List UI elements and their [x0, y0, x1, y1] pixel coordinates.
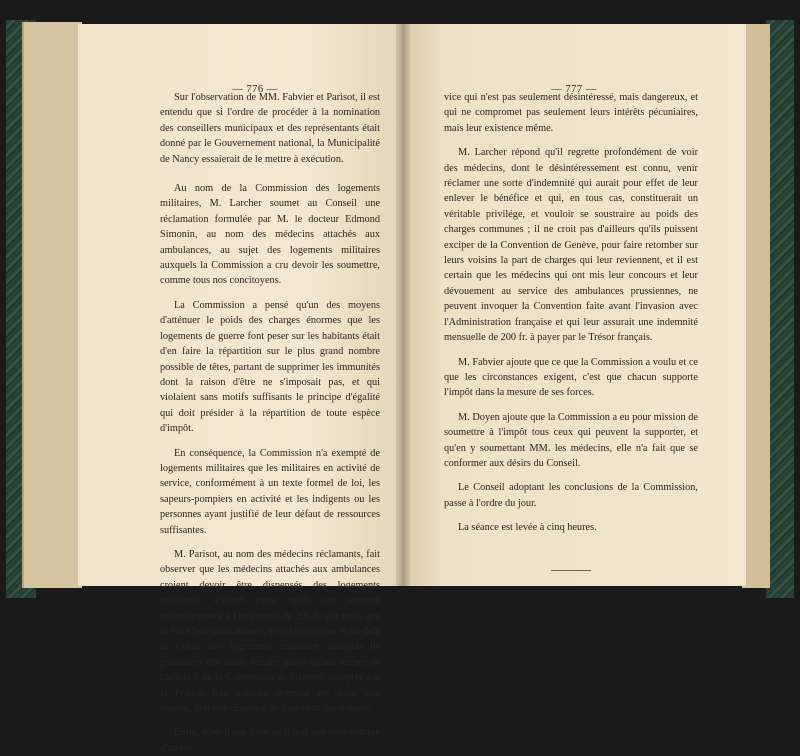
- paragraph: En conséquence, la Commission n'a exempté de logements militaires que les militaires en activité de service, conformément à un texte formel de loi, les sapeurs-pompiers en activité et les indigents ou les personnes ayant justifié de leur défaut de ressources suffisantes.: [160, 447, 380, 536]
- paragraph: Le Conseil adoptant les conclusions de la Commission, passe à l'ordre du jour.: [444, 482, 698, 509]
- left-page: [78, 24, 402, 754]
- page-edges-left: [22, 22, 82, 588]
- page-edges-right: [742, 24, 770, 588]
- book-gutter: [396, 24, 410, 586]
- page-number-left: — 776 —: [232, 84, 278, 95]
- paragraph: Sur l'observation de MM. Fabvier et Parisot, il est entendu que si l'ordre de procéder à la nomination des conseillers municipaux et des représentants était donné par le Gouvernement national, la Municipalité de Nancy essaierait de le mettre à exécution.: [160, 92, 380, 165]
- paragraph: Enfin, n'est-il pas juste qu'il leur soit tenu compte d'un ser-: [160, 727, 380, 754]
- cover-marble-right: [766, 20, 794, 598]
- paragraph: M. Fabvier ajoute que ce que la Commission a voulu et ce que les circonstances exigent, c'est que chacun supporte l'impôt dans la mesure de ses forces.: [444, 356, 698, 399]
- page-number-right: — 777 —: [551, 84, 597, 95]
- paragraph: M. Parisot, au nom des médecins réclamants, fait observer que les médecins attachés aux ambulances croient devoir être dispensés des logements militaires, d'abord parce qu'ils ont renoncé volontairement à l'indemnité de 200 fr. par mois que la Ville leur avait allouée, et qui représente et au-delà la valeur des logements militaires auxquels ils pourraient être taxés, ensuite parce qu'aux termes de l'article 5 de la Convention de Genève, acceptée par la France, tout habitant donnant ses soins aux blessés, doit être dispensé du logement des troupes.: [160, 548, 380, 715]
- right-page: [402, 24, 746, 586]
- paragraph: La séance est levée à cinq heures.: [458, 522, 597, 534]
- paragraph: La Commission a pensé qu'un des moyens d'atténuer le poids des charges énormes que les logements de guerre font peser sur les habitants était d'en faire la répartition sur le plus grand nombre possible de têtes, partant de supprimer les immunités dont la raison d'être ne s'imposait pas, et qui violaient sans motifs suffisants le principe d'égalité qui doit présider à la répartition de toute espèce d'impôt.: [160, 299, 380, 435]
- paragraph: M. Doyen ajoute que la Commission a eu pour mission de soumettre à l'impôt tous ceux qui peuvent la supporter, et qu'en y soumettant MM. les médecins, elle n'a fait que se conformer aux désirs du Conseil.: [444, 411, 698, 469]
- paragraph: M. Larcher répond qu'il regrette profondément de voir des médecins, dont le désintéressement est connu, venir réclamer une sorte d'indemnité qui aurait pour effet de leur enlever le bénéfice et qui, en tous cas, constituerait un véritable privilége, et vouloir se soustraire au poids des charges communes ; il ne croit pas d'ailleurs qu'ils puissent exciper de la Convention de Genève, pour faire retomber sur leurs voisins la part de charges qui leur reviennent, et il est certain que les médecins qui ont mis leur concours et leur dévouement au service des ambulances prussiennes, ne peuvent invoquer la Convention faite avant l'invasion avec l'Administration française et qui leur assurait une indemnité mensuelle de 200 fr. à payer par le Trésor français.: [444, 147, 698, 344]
- end-rule: [551, 570, 591, 571]
- paragraph-continuation: vice qui n'est pas seulement désintéressé, mais dangereux, et qui ne compromet pas seulement leurs intérêts pécuniaires, mais leur existence même.: [444, 92, 698, 134]
- paragraph: Au nom de la Commission des logements militaires, M. Larcher soumet au Conseil une réclamation formulée par M. le docteur Edmond Simonin, au nom des médecins attachés aux ambulances, au sujet des logements militaires auxquels la Commission a cru devoir les soumettre, comme tous nos concitoyens.: [160, 183, 380, 287]
